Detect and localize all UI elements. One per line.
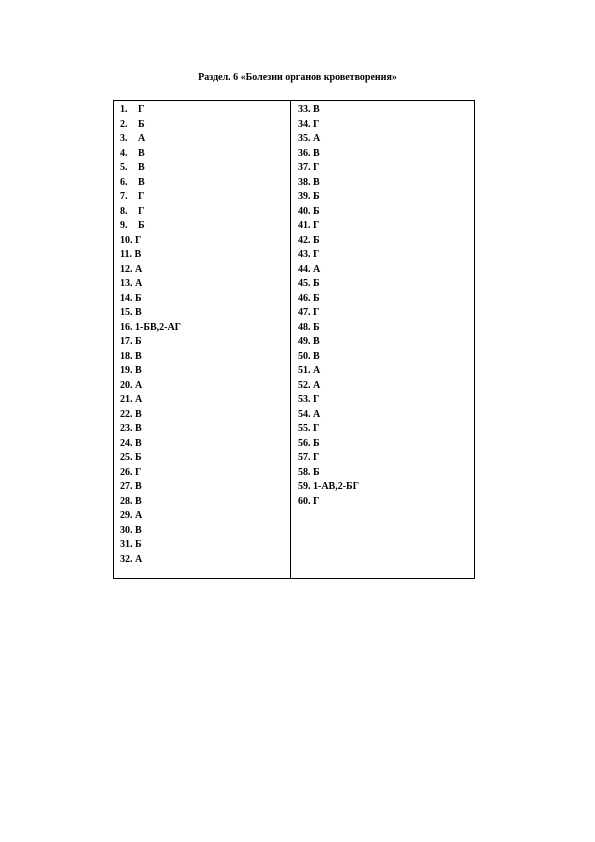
answer-value: 1-БВ,2-АГ [135, 321, 182, 333]
question-number: 32. [120, 553, 133, 565]
answer-row [120, 437, 181, 452]
answer-row [120, 263, 181, 278]
answer-value: Б [313, 321, 320, 333]
answer-row [120, 466, 181, 481]
answer-value: Г [135, 234, 142, 246]
question-number: 17. [120, 336, 133, 347]
answer-value: А [135, 553, 143, 565]
answer-value: В [313, 147, 320, 159]
answer-row [120, 408, 181, 423]
answer-value: В [135, 437, 142, 449]
answer-row [120, 205, 181, 220]
answer-row [298, 335, 359, 350]
answer-value: В [313, 336, 320, 347]
question-number: 11. [120, 249, 132, 260]
question-number: 10. [120, 234, 133, 246]
answer-row [120, 147, 181, 162]
answer-value: Б [313, 466, 320, 478]
question-number: 33. [298, 104, 311, 115]
question-number: 38. [298, 176, 311, 188]
question-number: 54. [298, 408, 311, 420]
question-number: 23. [120, 423, 133, 434]
question-number: 3. [120, 133, 128, 144]
question-number: 46. [298, 292, 311, 304]
question-number: 35. [298, 133, 311, 144]
question-number: 29. [120, 510, 133, 521]
answer-row [298, 118, 359, 133]
answer-row [120, 524, 181, 539]
answer-value: Б [138, 220, 145, 231]
answer-value: 1-АВ,2-БГ [313, 481, 360, 492]
question-number: 18. [120, 350, 133, 362]
question-number: 53. [298, 394, 311, 405]
question-number: 40. [298, 205, 311, 217]
answer-row [298, 263, 359, 278]
answer-value: В [313, 176, 320, 188]
question-number: 9. [120, 220, 128, 231]
answer-row [298, 379, 359, 394]
answer-row [298, 393, 359, 408]
answer-row [298, 350, 359, 365]
answer-value: Г [313, 220, 320, 231]
answer-row [298, 466, 359, 481]
answer-row [120, 132, 181, 147]
question-number: 49. [298, 336, 311, 347]
answer-row [298, 103, 359, 118]
answer-row [120, 451, 181, 466]
answer-value: Б [313, 191, 320, 202]
question-number: 43. [298, 249, 311, 260]
answer-row [120, 277, 181, 292]
question-number: 51. [298, 365, 311, 376]
answer-row [298, 306, 359, 321]
answer-value: Г [313, 423, 320, 434]
answer-row [120, 190, 181, 205]
question-number: 8. [120, 205, 128, 217]
answer-value: А [135, 510, 143, 521]
answer-value: В [135, 408, 142, 420]
answer-row [120, 480, 181, 495]
page-title: Раздел. 6 «Болезни органов кроветворения» [198, 72, 397, 83]
answer-column-right [298, 103, 359, 509]
answer-row [298, 190, 359, 205]
answer-value: В [135, 365, 142, 376]
question-number: 1. [120, 104, 128, 115]
answer-value: А [138, 133, 146, 144]
answer-row [120, 393, 181, 408]
question-number: 56. [298, 437, 311, 449]
answer-row [120, 176, 181, 191]
answer-value: В [138, 162, 145, 173]
answer-row [298, 292, 359, 307]
question-number: 48. [298, 321, 311, 333]
answer-row [298, 437, 359, 452]
question-number: 27. [120, 481, 133, 492]
answer-value: А [313, 365, 321, 376]
answer-row [120, 553, 181, 568]
answer-row [298, 132, 359, 147]
answer-row [120, 509, 181, 524]
answer-value: Г [313, 495, 320, 507]
answer-row [298, 234, 359, 249]
answer-row [120, 161, 181, 176]
answer-value: Г [313, 452, 320, 463]
question-number: 24. [120, 437, 133, 449]
answer-row [298, 364, 359, 379]
answer-value: В [313, 350, 320, 362]
answer-value: В [135, 307, 142, 318]
answer-row [298, 147, 359, 162]
question-number: 34. [298, 118, 311, 130]
question-number: 31. [120, 539, 133, 550]
answer-row [120, 335, 181, 350]
answer-value: Б [135, 292, 142, 304]
question-number: 59. [298, 481, 311, 492]
answer-row [298, 408, 359, 423]
question-number: 14. [120, 292, 133, 304]
answer-row [120, 364, 181, 379]
question-number: 30. [120, 524, 133, 536]
question-number: 50. [298, 350, 311, 362]
question-number: 5. [120, 162, 128, 173]
answer-row [120, 538, 181, 553]
answer-value: В [135, 481, 142, 492]
answer-value: В [313, 104, 320, 115]
answer-row [298, 495, 359, 510]
answer-row [298, 480, 359, 495]
answer-row [298, 161, 359, 176]
question-number: 4. [120, 147, 128, 159]
answer-value: Б [313, 278, 320, 289]
answer-value: А [313, 133, 321, 144]
answer-row [298, 248, 359, 263]
answer-value: Г [135, 466, 142, 478]
answer-row [298, 219, 359, 234]
question-number: 41. [298, 220, 311, 231]
answer-row [298, 451, 359, 466]
answer-value: Г [313, 249, 320, 260]
question-number: 60. [298, 495, 311, 507]
answer-value: Г [313, 307, 320, 318]
question-number: 37. [298, 162, 311, 173]
answer-row [120, 234, 181, 249]
answer-value: Б [313, 205, 320, 217]
answer-value: В [135, 495, 142, 507]
question-number: 25. [120, 452, 133, 463]
question-number: 44. [298, 263, 311, 275]
answer-row [298, 277, 359, 292]
question-number: 6. [120, 176, 128, 188]
question-number: 12. [120, 263, 133, 275]
answer-row [120, 248, 181, 263]
answer-row [298, 321, 359, 336]
answer-row [120, 292, 181, 307]
answer-value: В [134, 249, 142, 260]
answer-row [120, 306, 181, 321]
answer-value: Б [313, 437, 320, 449]
answer-value: В [138, 147, 145, 159]
question-number: 13. [120, 278, 133, 289]
answer-value: Б [138, 118, 145, 130]
answer-value: Г [138, 191, 145, 202]
answer-value: Г [138, 205, 145, 217]
question-number: 21. [120, 394, 133, 405]
answer-value: В [138, 176, 145, 188]
question-number: 7. [120, 191, 128, 202]
question-number: 55. [298, 423, 311, 434]
answer-row [120, 350, 181, 365]
answer-value: Б [135, 452, 142, 463]
answer-value: А [135, 278, 143, 289]
answer-value: В [135, 350, 142, 362]
answer-value: Б [135, 539, 142, 550]
answer-row [298, 205, 359, 220]
answer-value: Г [313, 162, 320, 173]
answer-value: В [135, 423, 142, 434]
answer-value: А [135, 263, 143, 275]
answer-value: А [313, 408, 321, 420]
answer-value: Б [313, 234, 320, 246]
answer-value: В [135, 524, 142, 536]
answer-row [120, 118, 181, 133]
answer-column-left [120, 103, 181, 567]
column-divider [290, 101, 291, 578]
answer-row [120, 103, 181, 118]
question-number: 15. [120, 307, 133, 318]
answer-row [120, 495, 181, 510]
answer-row [120, 321, 181, 336]
answer-row [120, 219, 181, 234]
answer-row [120, 422, 181, 437]
question-number: 45. [298, 278, 311, 289]
question-number: 58. [298, 466, 311, 478]
question-number: 47. [298, 307, 311, 318]
answer-value: Г [313, 118, 320, 130]
answer-value: Г [313, 394, 320, 405]
answer-row [120, 379, 181, 394]
question-number: 36. [298, 147, 311, 159]
question-number: 2. [120, 118, 128, 130]
question-number: 57. [298, 452, 311, 463]
answer-value: Б [313, 292, 320, 304]
answer-row [298, 176, 359, 191]
question-number: 22. [120, 408, 133, 420]
answer-value: А [313, 263, 321, 275]
answer-value: А [135, 379, 143, 391]
answer-value: А [135, 394, 143, 405]
answer-value: Б [135, 336, 142, 347]
answer-row [298, 422, 359, 437]
answer-table [113, 100, 475, 579]
question-number: 20. [120, 379, 133, 391]
question-number: 52. [298, 379, 311, 391]
question-number: 26. [120, 466, 133, 478]
answer-value: А [313, 379, 321, 391]
question-number: 39. [298, 191, 311, 202]
question-number: 42. [298, 234, 311, 246]
answer-value: Г [138, 104, 145, 115]
question-number: 16. [120, 321, 133, 333]
question-number: 28. [120, 495, 133, 507]
question-number: 19. [120, 365, 133, 376]
